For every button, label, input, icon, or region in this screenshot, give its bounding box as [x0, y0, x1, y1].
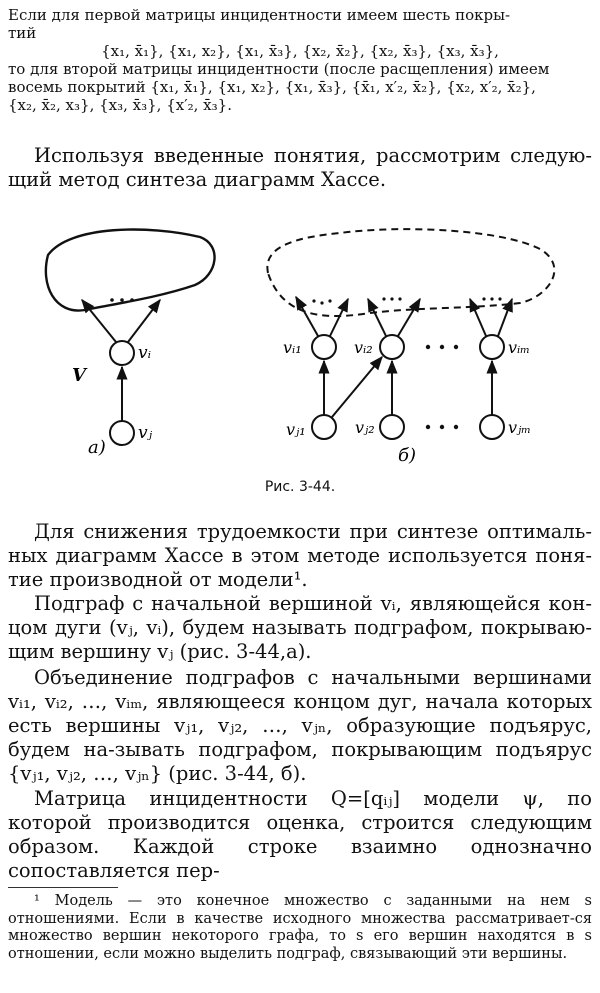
label-vim: vᵢₘ: [508, 338, 531, 357]
subgraph-blob: [46, 230, 215, 311]
label-vj: vⱼ: [138, 423, 153, 443]
vertex-vj: [110, 421, 134, 445]
ellipsis-dot: [110, 298, 114, 302]
panel-label-a: а): [88, 437, 106, 458]
ellipsis-dot: [426, 345, 430, 349]
arc-vi-right: [128, 300, 160, 342]
incidence-matrix-paragraph: Матрица инцидентности Q=[qᵢⱼ] модели ψ, по которой производится оценка, строится следующим образом. Каждой строке взаимно однозначно сопоставляется пер-: [8, 787, 592, 882]
label-vi: vᵢ: [138, 343, 152, 363]
covers-paragraph: [8, 6, 592, 114]
hasse-diagram-figure: [0, 215, 600, 475]
footnote-rule: [8, 887, 118, 888]
derivative-paragraph: Для снижения трудоемкости при синтезе оптималь-ных диаграмм Хассе в этом методе используется поня-тие производной от модели¹.: [8, 520, 592, 591]
ellipsis-dot: [328, 299, 331, 302]
ellipsis-dot: [440, 345, 444, 349]
arc: [330, 299, 348, 336]
text-line: тий: [8, 24, 37, 42]
vertex-vj1: [312, 415, 336, 439]
label-vi1: vᵢ₁: [283, 338, 302, 357]
ellipsis-dot: [130, 298, 134, 302]
vertex-vi1: [312, 335, 336, 359]
ellipsis-dot: [390, 297, 393, 300]
panel-label-b: б): [398, 445, 417, 466]
vertex-vjm: [480, 415, 504, 439]
arc: [332, 357, 382, 417]
vertex-vim: [480, 335, 504, 359]
ellipsis-dot: [440, 425, 444, 429]
arc: [296, 297, 318, 336]
label-vi2: vᵢ₂: [354, 338, 373, 357]
arc: [368, 299, 386, 336]
label-vj2: vⱼ₂: [355, 418, 375, 437]
ellipsis-dot: [454, 345, 458, 349]
text-line: то для второй матрицы инцидентности (после расщепления) имеем: [8, 60, 550, 78]
text-line: Если для первой матрицы инцидентности имеем шесть покры-: [8, 6, 511, 24]
formula-line: {x₁, x̄₁}, {x₁, x₂}, {x₁, x̄₃}, {x₂, x̄₂}, {x₂, x̄₃}, {x₃, x̄₃},: [101, 42, 499, 60]
arc: [470, 299, 486, 336]
subgraph-definition-paragraph: Подграф с начальной вершиной vᵢ, являющейся кон-цом дуги (vⱼ, vᵢ), будем называть подграфом, покрываю-щим вершину vⱼ (рис. 3-44,а).: [8, 592, 592, 663]
union-definition-paragraph: Объединение подграфов с начальными вершинами vᵢ₁, vᵢ₂, …, vᵢₘ, являющееся концом дуг, начала которых есть вершины vⱼ₁, vⱼ₂, …, vⱼₙ, образующие подъярус, будем на-зывать подграфом, покрывающим подъярус {vⱼ₁, vⱼ₂, …, vⱼₙ} (рис. 3-44, б).: [8, 666, 592, 785]
vertex-vj2: [380, 415, 404, 439]
vertex-vi: [110, 341, 134, 365]
ellipsis-dot: [426, 425, 430, 429]
ellipsis-dot: [382, 297, 385, 300]
text-line: восемь покрытий {x₁, x̄₁}, {x₁, x₂}, {x₁, x̄₃}, {x̄₁, x′₂, x̄₂}, {x₂, x′₂, x̄₂},: [8, 78, 536, 96]
footnote: ¹ Модель — это конечное множество с заданными на нем s отношениями. Если в качестве исходного множества рассматривает-ся множество вершин некоторого графа, то s его вершин находятся в s отношении, если можно выделить подграф, связывающий эти вершины.: [8, 893, 592, 962]
ellipsis-dot: [320, 301, 323, 304]
text-line: {x₂, x̄₂, x₃}, {x₃, x̄₃}, {x′₂, x̄₃}.: [8, 96, 232, 114]
arc: [398, 299, 420, 336]
ellipsis-dot: [454, 425, 458, 429]
ellipsis-dot: [498, 297, 501, 300]
ellipsis-dot: [482, 297, 485, 300]
label-V: V: [72, 365, 86, 386]
label-vj1: vⱼ₁: [286, 420, 306, 439]
ellipsis-dot: [120, 298, 124, 302]
figure-caption: Рис. 3-44.: [264, 479, 336, 495]
label-vjm: vⱼₘ: [508, 418, 532, 437]
vertex-vi2: [380, 335, 404, 359]
method-intro-paragraph: Используя введенные понятия, рассмотрим следую-щий метод синтеза диаграмм Хассе.: [8, 144, 592, 191]
ellipsis-dot: [398, 297, 401, 300]
ellipsis-dot: [490, 297, 493, 300]
ellipsis-dot: [312, 299, 315, 302]
